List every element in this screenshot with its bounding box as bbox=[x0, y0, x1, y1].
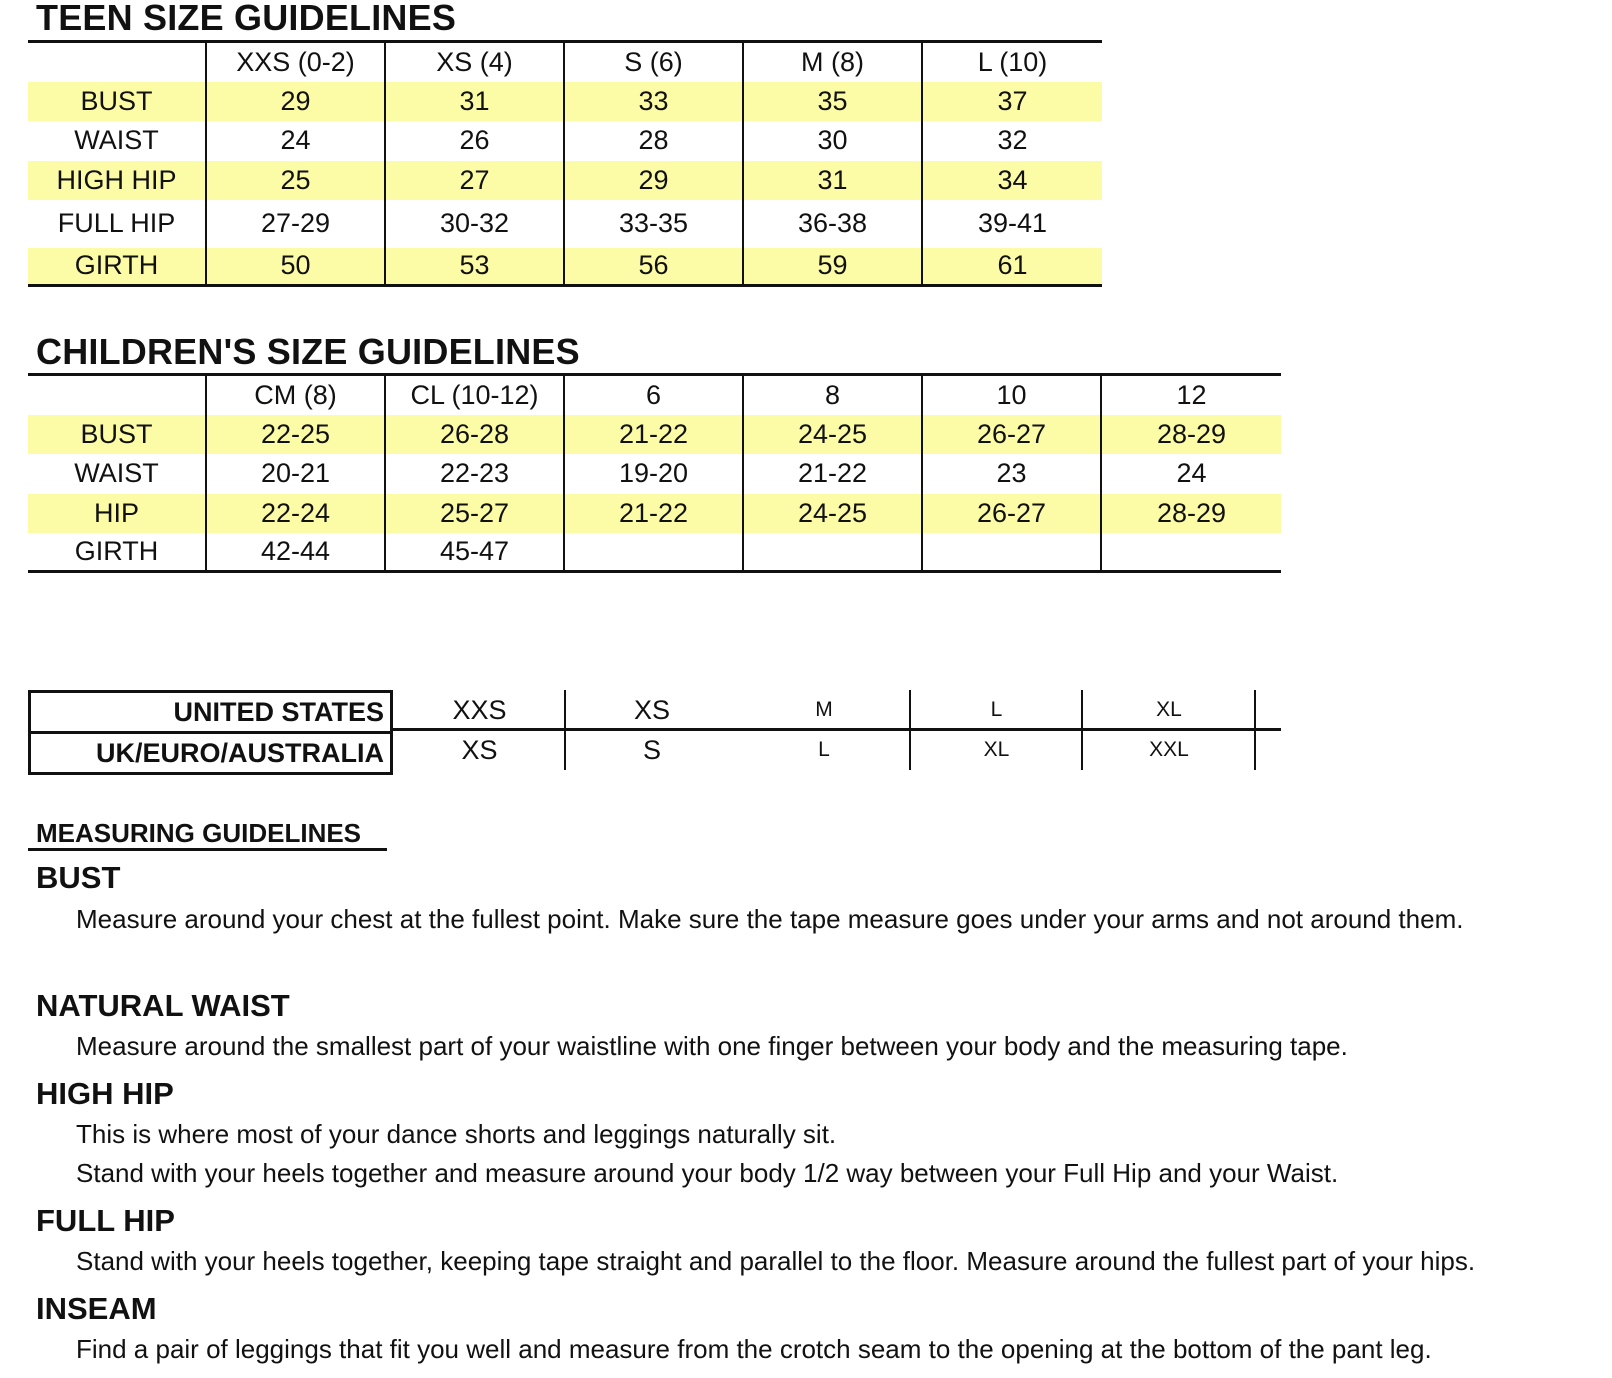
table-cell: 33 bbox=[564, 82, 743, 121]
table-cell: 22-24 bbox=[206, 494, 385, 533]
teen-header-cell: XXS (0-2) bbox=[206, 42, 385, 82]
teen-header-cell bbox=[28, 42, 206, 82]
row-label: HIGH HIP bbox=[28, 161, 206, 200]
section-heading-inseam: INSEAM bbox=[36, 1291, 157, 1326]
row-label: WAIST bbox=[28, 121, 206, 161]
table-cell: 42-44 bbox=[206, 533, 385, 572]
children-header-cell: 6 bbox=[564, 375, 743, 415]
conversion-us-label: UNITED STATES bbox=[31, 693, 390, 734]
table-cell: 31 bbox=[743, 161, 922, 200]
table-cell: 21-22 bbox=[564, 494, 743, 533]
table-cell: 24-25 bbox=[743, 415, 922, 454]
children-row-bust bbox=[28, 415, 1281, 454]
table-cell: 28 bbox=[564, 121, 743, 161]
conversion-cell: XS bbox=[461, 735, 498, 765]
measuring-title-rule bbox=[28, 848, 387, 851]
children-header-cell: 12 bbox=[1176, 379, 1207, 410]
table-cell: 61 bbox=[922, 248, 1102, 286]
table-cell: 26-27 bbox=[922, 415, 1101, 454]
row-label: WAIST bbox=[28, 454, 206, 494]
conversion-cell: XXL bbox=[1149, 738, 1189, 761]
table-cell: 35 bbox=[743, 82, 922, 121]
section-text: Measure around the smallest part of your waistline with one finger between your body and the measuring tape. bbox=[76, 1031, 1348, 1061]
table-cell: 31 bbox=[385, 82, 564, 121]
children-title: CHILDREN'S SIZE GUIDELINES bbox=[36, 331, 580, 372]
table-cell: 24 bbox=[1176, 458, 1207, 488]
children-header-cell: CL (10-12) bbox=[385, 375, 564, 415]
teen-size-table bbox=[28, 40, 1102, 287]
conversion-cell: L bbox=[818, 738, 830, 761]
table-cell: 22-23 bbox=[385, 454, 564, 494]
conversion-cell: XL bbox=[1156, 698, 1182, 721]
conversion-cell: S bbox=[642, 735, 661, 765]
conversion-cell: L bbox=[990, 698, 1003, 721]
conversion-label-box bbox=[28, 690, 393, 775]
section-heading-full-hip: FULL HIP bbox=[36, 1203, 175, 1238]
conversion-cell: XXS bbox=[452, 695, 507, 725]
teen-row-waist bbox=[28, 121, 1102, 161]
table-cell: 26-28 bbox=[385, 415, 564, 454]
table-cell: 56 bbox=[564, 248, 743, 286]
children-row-girth bbox=[28, 533, 1281, 572]
children-row-waist bbox=[28, 454, 1281, 494]
teen-title: TEEN SIZE GUIDELINES bbox=[36, 0, 457, 38]
teen-header-cell: M (8) bbox=[743, 42, 922, 82]
row-label: BUST bbox=[28, 82, 206, 121]
table-cell: 24 bbox=[206, 121, 385, 161]
table-cell: 19-20 bbox=[564, 454, 743, 494]
table-cell: 36-38 bbox=[743, 200, 922, 248]
conversion-cell: XL bbox=[983, 738, 1010, 761]
teen-header-row bbox=[28, 42, 1102, 82]
section-heading-bust: BUST bbox=[36, 860, 121, 895]
table-cell: 28-29 bbox=[1101, 494, 1281, 533]
table-cell: 39-41 bbox=[977, 208, 1048, 238]
table-cell: 25-27 bbox=[385, 494, 564, 533]
teen-row-full-hip bbox=[28, 200, 1102, 248]
teen-header-cell: S (6) bbox=[564, 42, 743, 82]
table-cell: 20-21 bbox=[206, 454, 385, 494]
table-cell: 53 bbox=[385, 248, 564, 286]
table-cell: 59 bbox=[743, 248, 922, 286]
conversion-cell: M bbox=[815, 698, 833, 721]
table-cell: 29 bbox=[206, 82, 385, 121]
table-cell: 45-47 bbox=[385, 533, 564, 572]
row-label: BUST bbox=[28, 415, 206, 454]
table-cell: 30-32 bbox=[385, 200, 564, 248]
table-cell bbox=[564, 533, 743, 572]
row-label: FULL HIP bbox=[28, 200, 206, 248]
section-heading-natural-waist: NATURAL WAIST bbox=[36, 988, 290, 1023]
table-cell: 30 bbox=[743, 121, 922, 161]
section-text: Stand with your heels together, keeping tape straight and parallel to the floor. Measure around the fullest part of your hips. bbox=[76, 1246, 1476, 1276]
conversion-cell: XS bbox=[633, 695, 671, 725]
table-cell: 34 bbox=[922, 161, 1102, 200]
children-size-table bbox=[28, 373, 1281, 573]
table-cell: 22-25 bbox=[206, 415, 385, 454]
teen-row-bust bbox=[28, 82, 1102, 121]
table-cell: 33-35 bbox=[564, 200, 743, 248]
teen-header-cell: L (10) bbox=[977, 46, 1048, 77]
table-cell: 28-29 bbox=[1101, 415, 1281, 454]
conversion-uk-label: UK/EURO/AUSTRALIA bbox=[96, 738, 384, 768]
section-text: This is where most of your dance shorts and leggings naturally sit. bbox=[76, 1119, 837, 1149]
section-heading-high-hip: HIGH HIP bbox=[36, 1076, 174, 1111]
section-text: Find a pair of leggings that fit you well and measure from the crotch seam to the opening at the bottom of the pant leg. bbox=[76, 1334, 1432, 1364]
table-cell bbox=[743, 533, 922, 572]
table-cell: 21-22 bbox=[564, 415, 743, 454]
table-cell: 37 bbox=[922, 82, 1102, 121]
children-row-hip bbox=[28, 494, 1281, 533]
table-cell: 29 bbox=[564, 161, 743, 200]
table-cell: 26-27 bbox=[922, 494, 1101, 533]
teen-row-high-hip bbox=[28, 161, 1102, 200]
teen-row-girth bbox=[28, 248, 1102, 286]
table-cell: 26 bbox=[385, 121, 564, 161]
children-header-cell: 8 bbox=[743, 375, 922, 415]
teen-header-cell: XS (4) bbox=[385, 42, 564, 82]
table-cell bbox=[1101, 533, 1281, 572]
table-cell: 24-25 bbox=[743, 494, 922, 533]
row-label: HIP bbox=[28, 494, 206, 533]
children-header-cell: 10 bbox=[922, 375, 1101, 415]
children-header-row bbox=[28, 375, 1281, 415]
measuring-title: MEASURING GUIDELINES bbox=[36, 818, 362, 848]
row-label: GIRTH bbox=[28, 533, 206, 572]
children-header-cell: CM (8) bbox=[206, 375, 385, 415]
table-cell: 21-22 bbox=[743, 454, 922, 494]
table-cell: 23 bbox=[922, 454, 1101, 494]
table-cell: 50 bbox=[206, 248, 385, 286]
children-header-cell bbox=[28, 375, 206, 415]
table-cell bbox=[922, 533, 1101, 572]
table-cell: 27-29 bbox=[206, 200, 385, 248]
row-label: GIRTH bbox=[28, 248, 206, 286]
section-text: Measure around your chest at the fullest point. Make sure the tape measure goes under your arms and not around them. bbox=[76, 904, 1464, 934]
table-cell: 25 bbox=[206, 161, 385, 200]
section-text: Stand with your heels together and measure around your body 1/2 way between your Full Hip and your Waist. bbox=[76, 1158, 1339, 1188]
table-cell: 27 bbox=[385, 161, 564, 200]
table-cell: 32 bbox=[997, 125, 1028, 155]
